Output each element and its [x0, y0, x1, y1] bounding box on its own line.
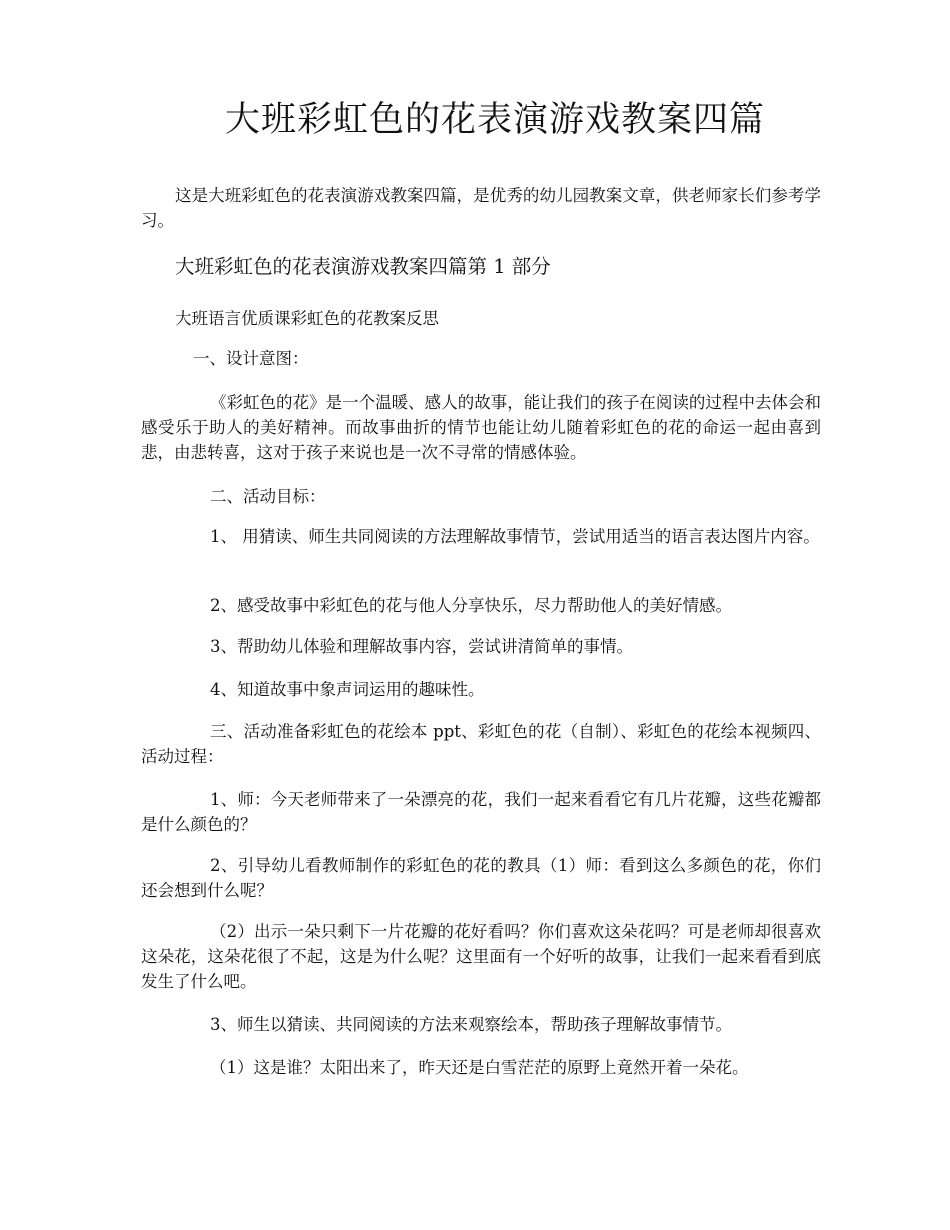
section-preparation-process: 三、活动准备彩虹色的花绘本 ppt、彩虹色的花（自制）、彩虹色的花绘本视频四、活动过程： — [141, 722, 821, 766]
process-step-2: 2、引导幼儿看教师制作的彩虹色的花的教具（1）师：看到这么多颜色的花，你们还会想到什么呢？ — [141, 856, 821, 900]
process-step-1: 1、师：今天老师带来了一朵漂亮的花，我们一起来看看它有几片花瓣，这些花瓣都是什么颜色的？ — [141, 790, 821, 834]
goal-item-3: 3、帮助幼儿体验和理解故事内容，尝试讲清简单的事情。 — [210, 637, 633, 656]
process-step-2-sub: （2）出示一朵只剩下一片花瓣的花好看吗？你们喜欢这朵花吗？可是老师却很喜欢这朵花，这朵花很了不起，这是为什么呢？这里面有一个好听的故事，让我们一起来看看到底发生了什么吧。 — [141, 922, 821, 991]
goal-item-1: 1、 用猜读、师生共同阅读的方法理解故事情节，尝试用适当的语言表达图片内容。 — [210, 527, 820, 546]
process-step-3: 3、师生以猜读、共同阅读的方法来观察绘本，帮助孩子理解故事情节。 — [210, 1015, 732, 1034]
section-heading-goals: 二、活动目标： — [210, 487, 326, 506]
goal-item-4: 4、知道故事中象声词运用的趣味性。 — [210, 680, 485, 699]
goal-item-2: 2、感受故事中彩虹色的花与他人分享快乐，尽力帮助他人的美好情感。 — [210, 596, 732, 615]
document-title: 大班彩虹色的花表演游戏教案四篇 — [224, 100, 765, 140]
part-heading: 大班彩虹色的花表演游戏教案四篇第 1 部分 — [175, 255, 551, 278]
lesson-subtitle: 大班语言优质课彩虹色的花教案反思 — [175, 309, 439, 328]
process-step-3-sub: （1）这是谁？太阳出来了，昨天还是白雪茫茫的原野上竟然开着一朵花。 — [210, 1058, 749, 1077]
design-intent-paragraph: 《彩虹色的花》是一个温暖、感人的故事，能让我们的孩子在阅读的过程中去体会和感受乐于助人的美好精神。而故事曲折的情节也能让幼儿随着彩虹色的花的命运一起由喜到悲，由悲转喜，这对于孩子来说也是一次不寻常的情感体验。 — [141, 393, 821, 462]
intro-paragraph: 这是大班彩虹色的花表演游戏教案四篇，是优秀的幼儿园教案文章，供老师家长们参考学习。 — [141, 186, 821, 230]
section-heading-design-intent: 一、设计意图： — [193, 349, 309, 368]
